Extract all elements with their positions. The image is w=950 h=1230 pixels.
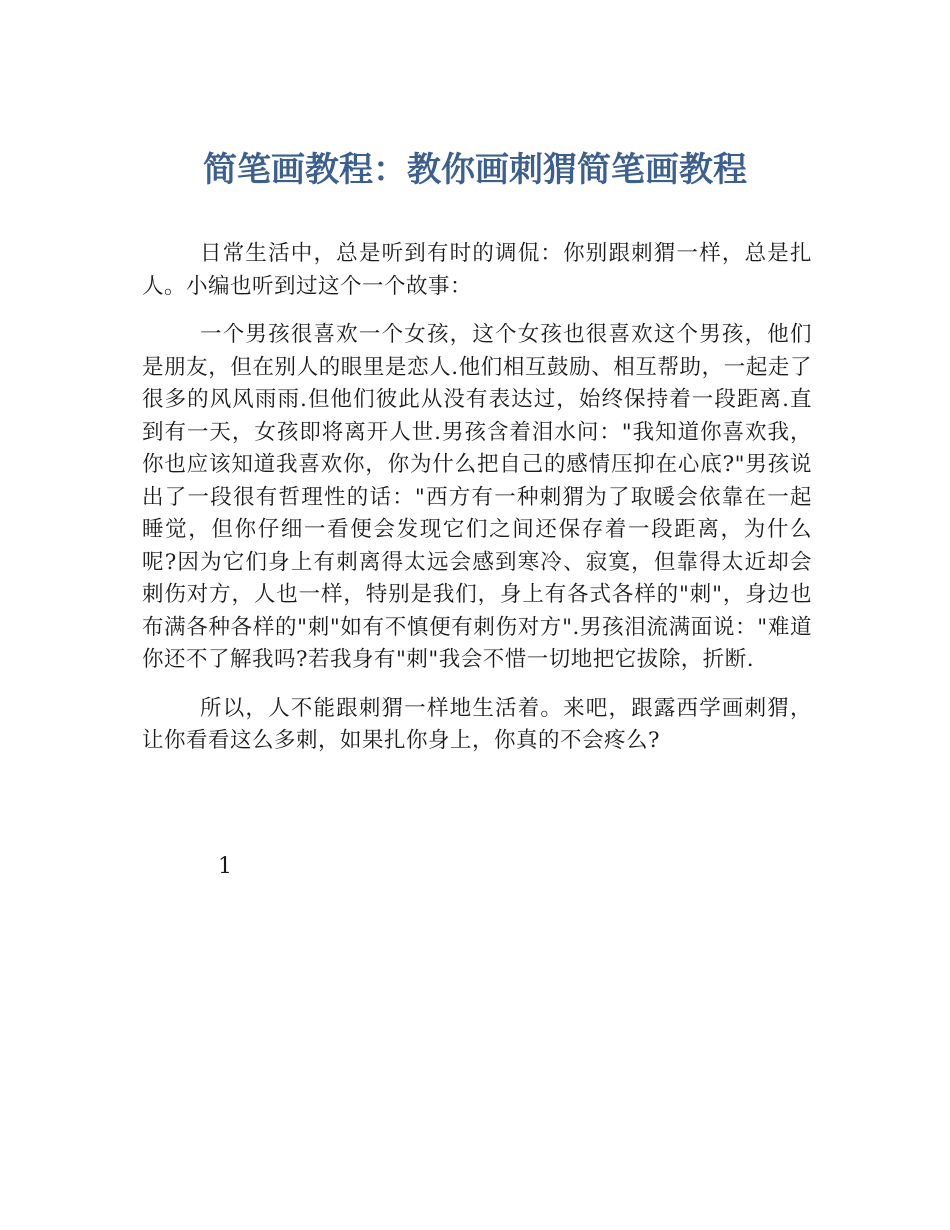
document-body <box>142 238 812 774</box>
page-number: 1 <box>218 854 232 879</box>
paragraph-intro: 日常生活中，总是听到有时的调侃：你别跟刺猬一样，总是扎人。小编也听到过这个一个故事： <box>142 241 812 299</box>
paragraph-story: 一个男孩很喜欢一个女孩，这个女孩也很喜欢这个男孩，他们是朋友，但在别人的眼里是恋人.他们相互鼓励、相互帮助，一起走了很多的风风雨雨.但他们彼此从没有表达过，始终保持着一段距离.直到有一天，女孩即将离开人世.男孩含着泪水问："我知道你喜欢我，你也应该知道我喜欢你，你为什么把自己的感情压抑在心底?"男孩说出了一段很有哲理性的话："西方有一种刺猬为了取暖会依靠在一起睡觉，但你仔细一看便会发现它们之间还保存着一段距离，为什么呢?因为它们身上有刺离得太远会感到寒冷、寂寞，但靠得太近却会刺伤对方，人也一样，特别是我们，身上有各式各样的"刺"，身边也布满各种各样的"刺"如有不慎便有刺伤对方".男孩泪流满面说："难道你还不了解我吗?若我身有"刺"我会不惜一切地把它拔除，折断. <box>142 322 812 672</box>
paragraph-conclusion: 所以，人不能跟刺猬一样地生活着。来吧，跟露西学画刺猬，让你看看这么多刺，如果扎你身上，你真的不会疼么? <box>142 695 812 753</box>
document-title: 简笔画教程：教你画刺猬简笔画教程 <box>203 150 747 190</box>
